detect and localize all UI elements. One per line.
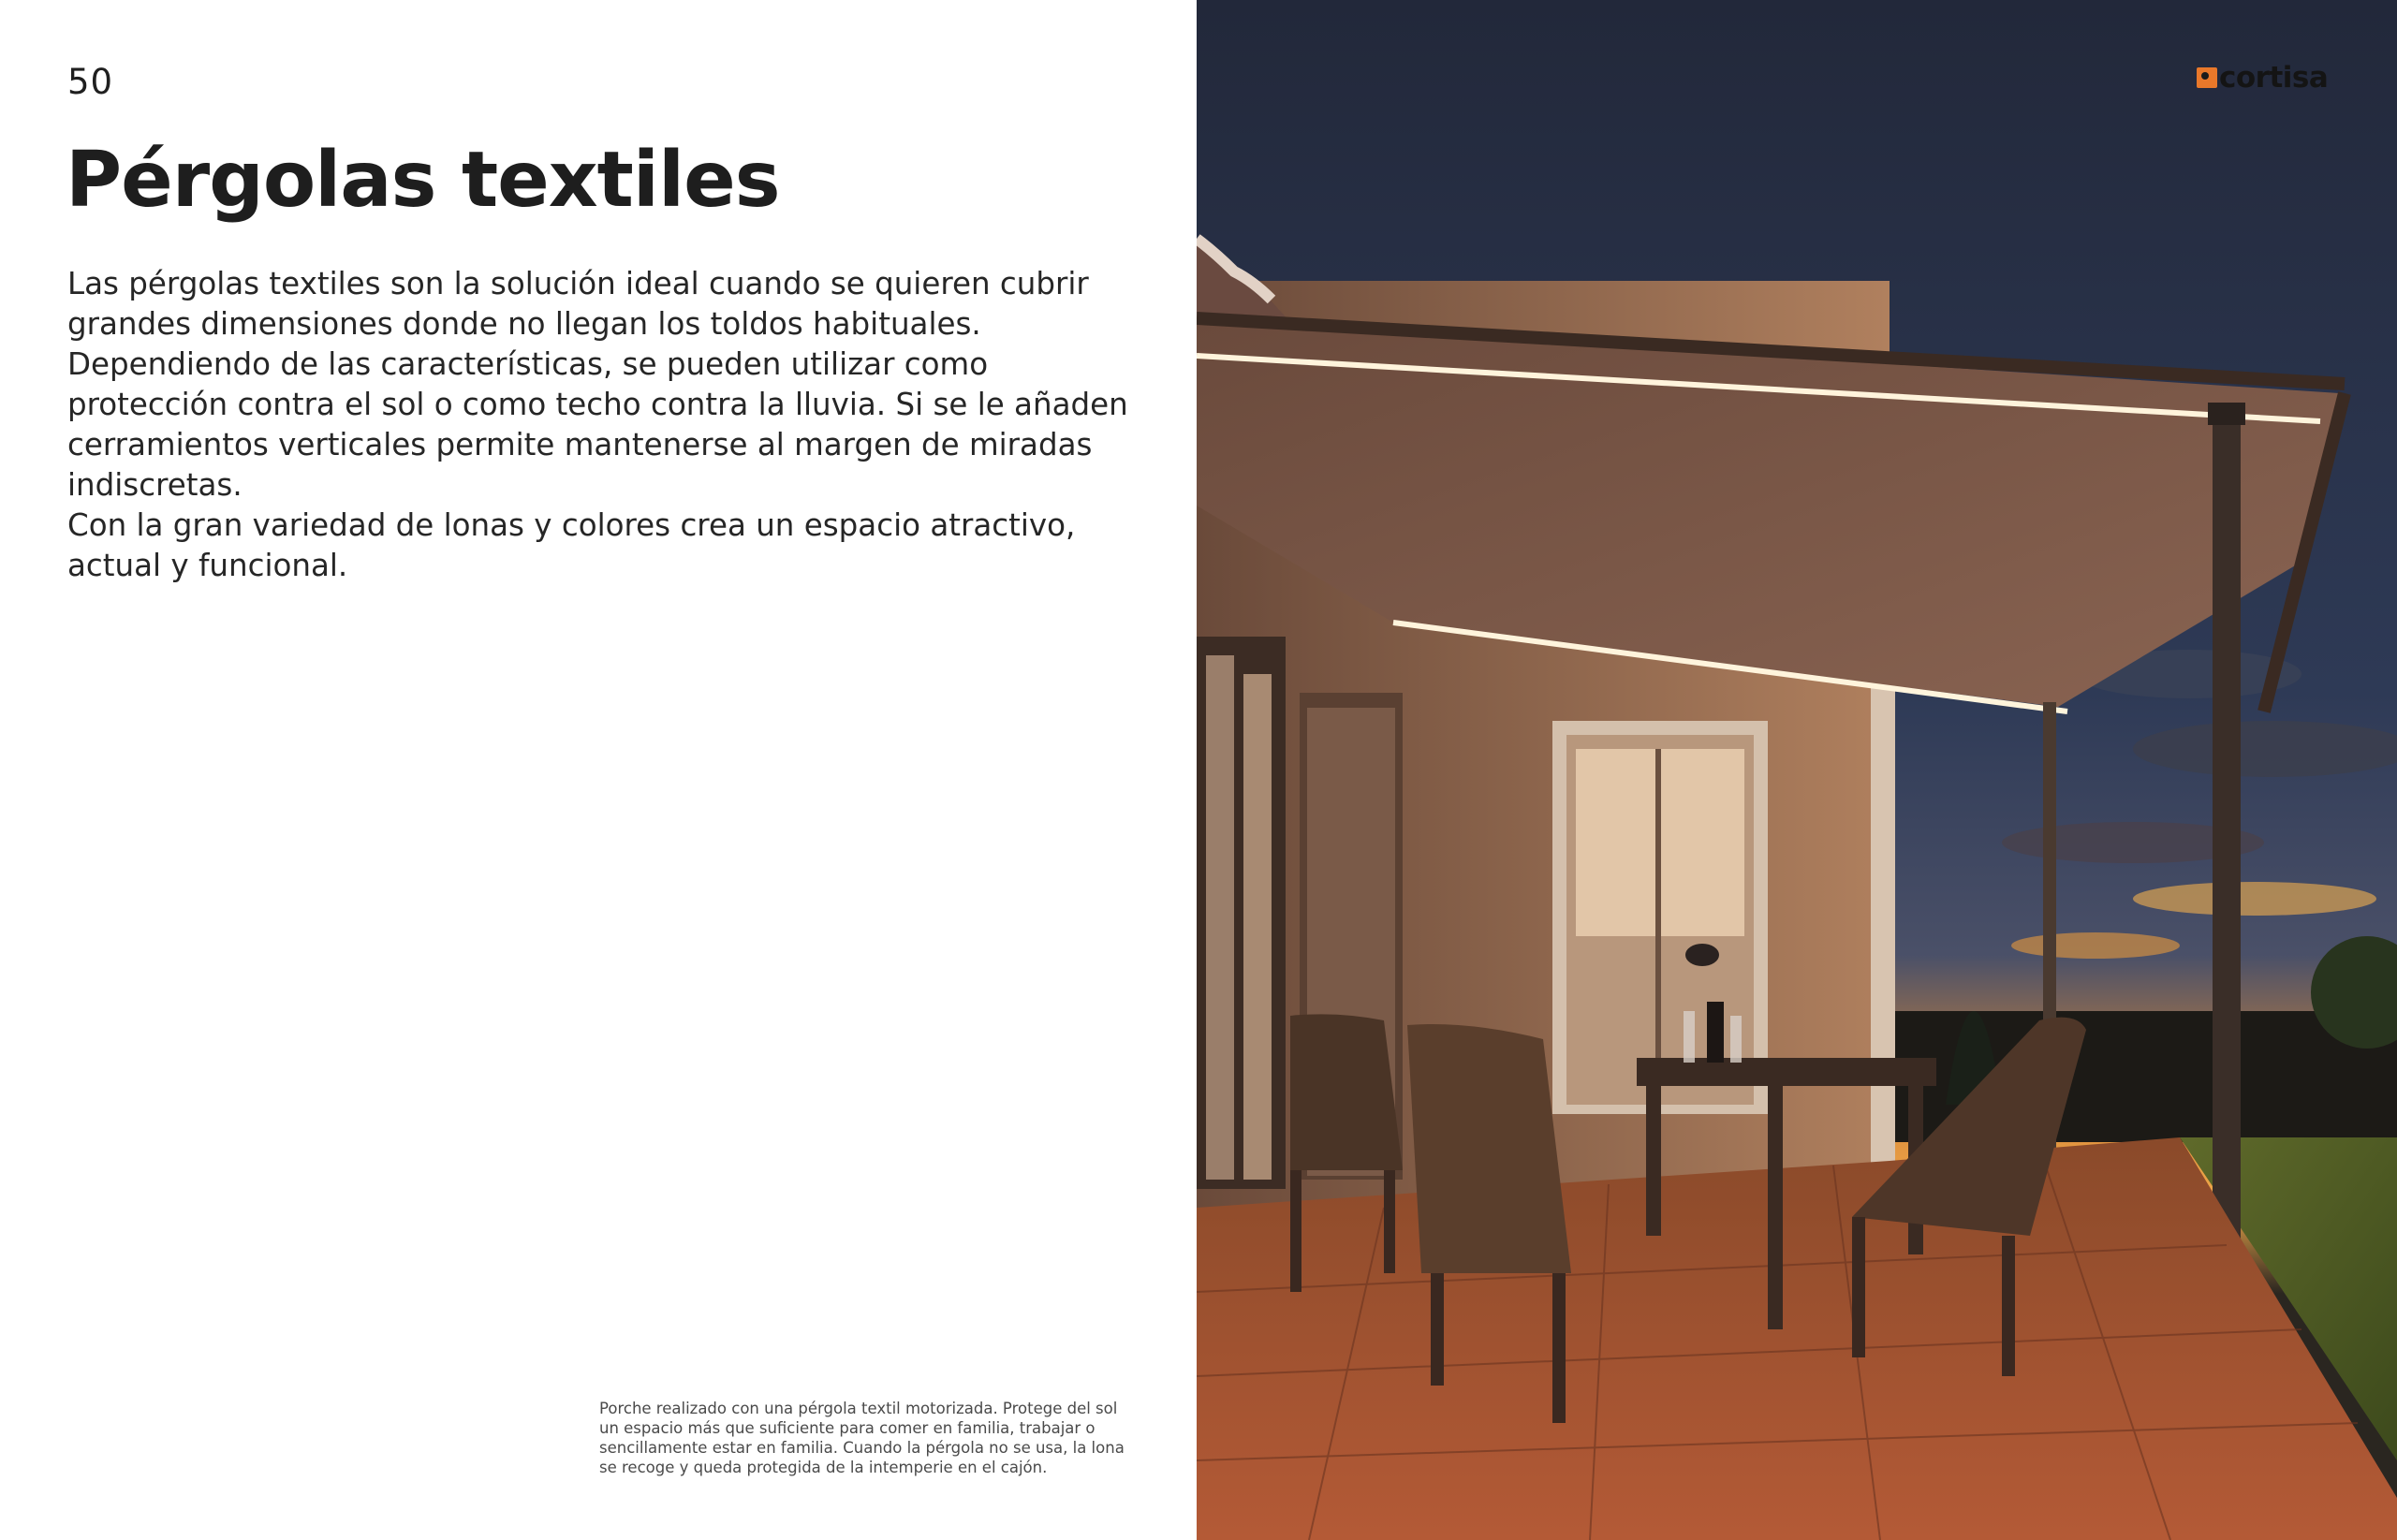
page-number: 50 [67, 62, 114, 102]
caption-line: se recoge y queda protegida de la intemperie en el cajón. [599, 1459, 1048, 1476]
intro-line: Las pérgolas textiles son la solución ideal cuando se quieren cubrir [67, 266, 1089, 301]
intro-line: grandes dimensiones donde no llegan los toldos habituales. [67, 306, 981, 342]
caption-line: un espacio más que suficiente para comer en familia, trabajar o [599, 1419, 1096, 1437]
brand-name: cortisa [2219, 61, 2329, 95]
intro-line: Dependiendo de las características, se pueden utilizar como [67, 346, 989, 382]
intro-line: protección contra el sol o como techo contra la lluvia. Si se le añaden [67, 387, 1128, 422]
cortisa-logo-icon [2197, 67, 2217, 88]
caption-line: Porche realizado con una pérgola textil motorizada. Protege del sol [599, 1400, 1118, 1417]
page-title: Pérgolas textiles [66, 136, 780, 225]
pergola-photo [1197, 0, 2397, 1540]
caption-line: sencillamente estar en familia. Cuando la pérgola no se usa, la lona [599, 1439, 1125, 1457]
intro-line: Con la gran variedad de lonas y colores crea un espacio atractivo, [67, 507, 1076, 543]
intro-line: actual y funcional. [67, 548, 348, 583]
text-page [0, 0, 1197, 1540]
photo-caption [599, 1399, 1124, 1477]
intro-paragraph [67, 264, 1154, 586]
intro-line: cerramientos verticales permite mantenerse al margen de miradas [67, 427, 1093, 462]
intro-line: indiscretas. [67, 467, 243, 503]
brand-logo [2197, 62, 2328, 94]
